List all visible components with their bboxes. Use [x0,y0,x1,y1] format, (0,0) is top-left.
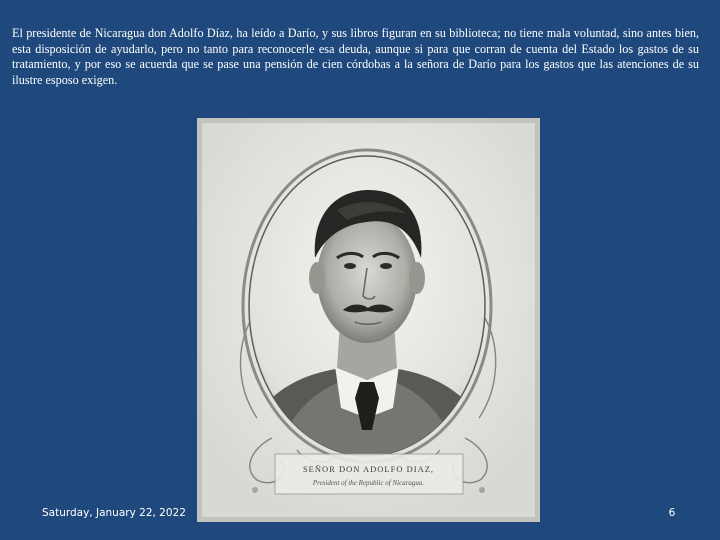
portrait-image [197,118,540,522]
portrait-photo [197,118,540,522]
footer-page-number: 6 [668,507,676,519]
footer-date: Saturday, January 22, 2022 [42,507,186,519]
photo-caption-subtitle: President of the Republic of Nicaragua. [312,479,425,487]
slide-body-text: El presidente de Nicaragua don Adolfo Díaz, ha leído a Darío, y sus libros figuran en su biblioteca; no tiene mala voluntad, sino antes bien, esta disposición de ayudarlo, pero no tanto para reconocerle esa deuda, aunque si para que corran de cuenta del Estado los gastos de su tratamiento, y por eso se acuerda que se pase una pensión de cien córdobas a la señora de Darío para los gastos que las atenciones de su ilustre esposo exigen. [12,26,699,87]
photo-caption-title: SEÑOR DON ADOLFO DIAZ, [302,464,435,474]
